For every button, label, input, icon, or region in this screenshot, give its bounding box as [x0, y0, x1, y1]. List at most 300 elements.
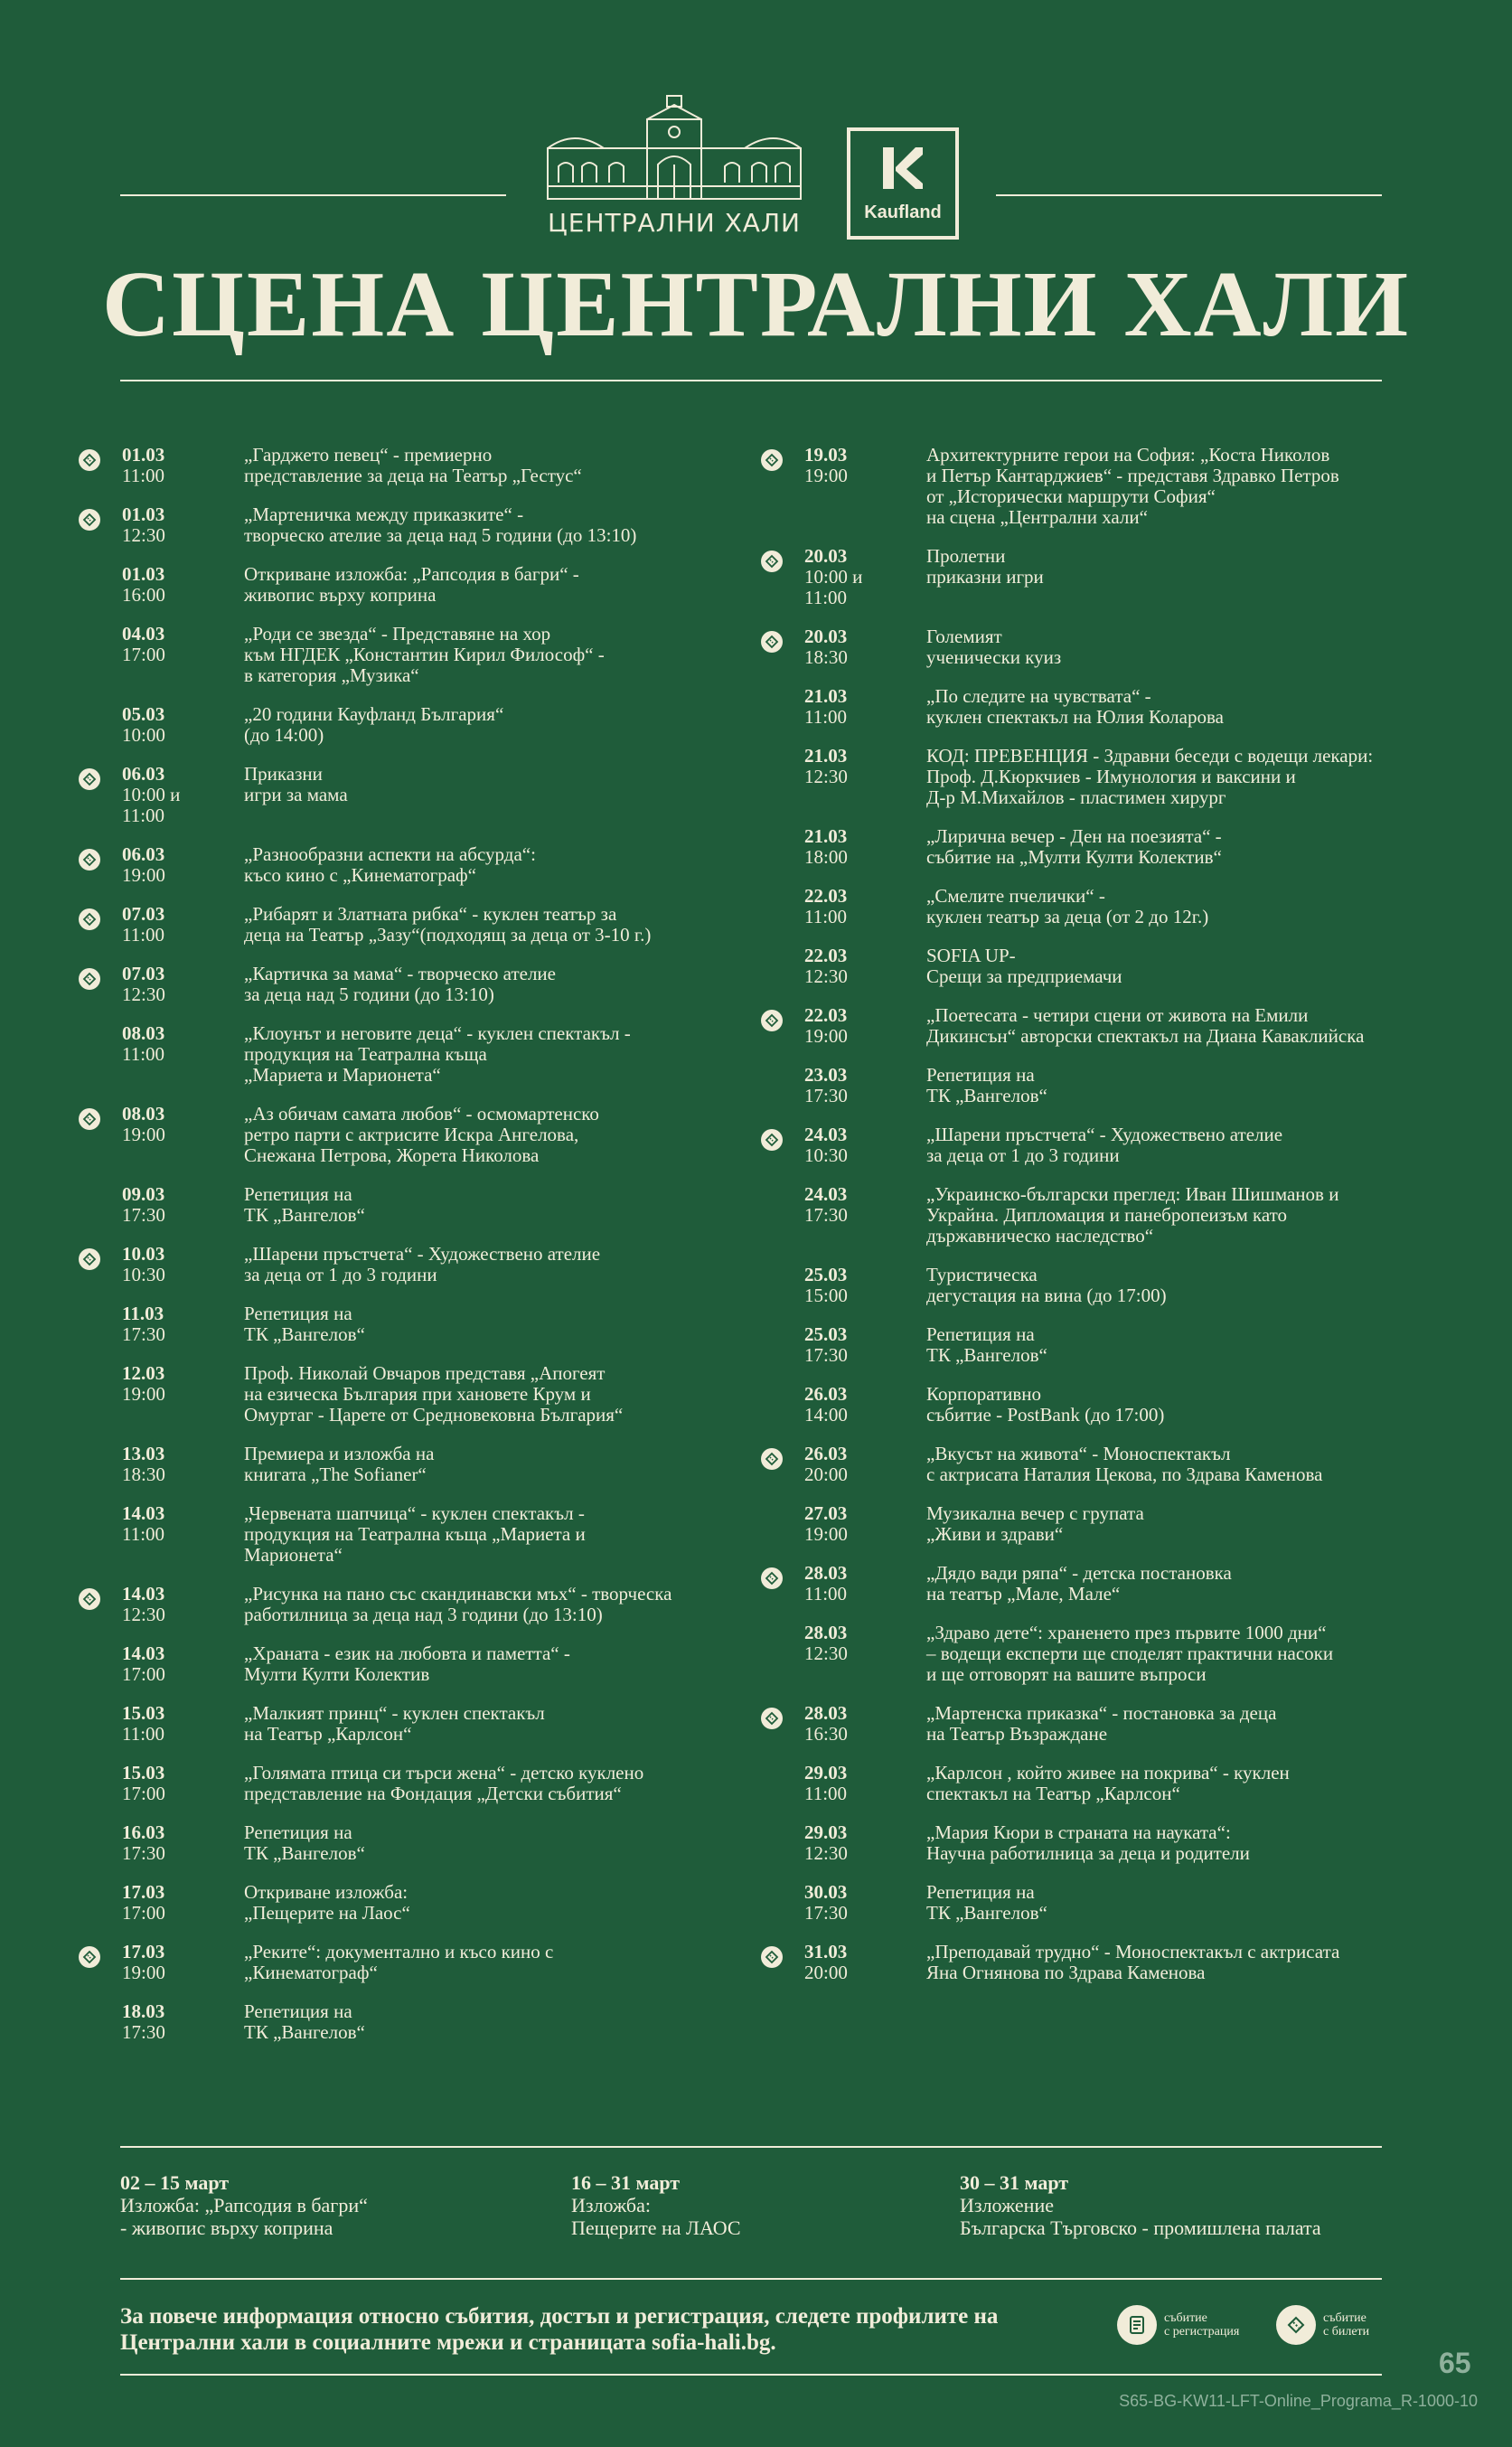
- ticket-icon: [79, 1588, 100, 1610]
- event-time: 10:00 и 11:00: [122, 784, 181, 826]
- event-date: 29.03: [804, 1762, 848, 1783]
- event-date: 12.03: [122, 1362, 165, 1384]
- event-item: [81, 1643, 732, 1685]
- event-description: Музикална вечер с групата „Живи и здрави“: [926, 1502, 1144, 1545]
- kaufland-mark-icon: [850, 131, 955, 236]
- event-datetime: [764, 546, 926, 608]
- footer-rule-top: [120, 2278, 1382, 2280]
- event-time: 17:30: [804, 1344, 848, 1366]
- event-description: Репетиция на ТК „Вангелов“: [926, 1881, 1047, 1924]
- event-item: [764, 1882, 1414, 1924]
- event-datetime: [764, 1882, 926, 1924]
- ticket-icon: [761, 1129, 783, 1151]
- event-time: 20:00: [804, 1463, 848, 1485]
- event-item: [764, 686, 1414, 728]
- event-time: 16:00: [122, 584, 165, 606]
- event-date: 08.03: [122, 1022, 165, 1044]
- event-datetime: [81, 1643, 244, 1685]
- event-date: 30.03: [804, 1881, 848, 1903]
- event-item: [764, 1763, 1414, 1804]
- event-date: 17.03: [122, 1881, 165, 1903]
- event-description: „Поетесата - четири сцени от живота на Емили Дикинсън“ авторски спектакъл на Диана Каваклийска: [926, 1004, 1365, 1047]
- event-datetime: [764, 746, 926, 808]
- event-time: 17:30: [122, 1842, 165, 1864]
- event-time: 11:00: [122, 924, 165, 946]
- page-title: СЦЕНА ЦЕНТРАЛНИ ХАЛИ: [101, 252, 1411, 356]
- event-time: 19:00: [804, 1523, 848, 1545]
- event-datetime: [764, 1703, 926, 1745]
- event-description: Репетиция на ТК „Вангелов“: [926, 1064, 1047, 1106]
- event-description: „Рисунка на пано със скандинавски мъх“ - творческа работилница за деца над 3 години (до 13:10): [244, 1583, 672, 1625]
- event-description: „Шарени пръстчета“ - Художествено ателие за деца от 1 до 3 години: [244, 1243, 601, 1285]
- event-date: 04.03: [122, 623, 165, 645]
- registration-icon: [1117, 2305, 1157, 2345]
- event-datetime: [81, 1444, 244, 1485]
- event-item: [81, 844, 732, 886]
- event-datetime: [764, 1942, 926, 1983]
- event-time: 11:00: [122, 465, 165, 486]
- event-date: 28.03: [804, 1622, 848, 1643]
- exhibition-3: [960, 2171, 1394, 2239]
- event-date: 06.03: [122, 843, 165, 865]
- event-date: 26.03: [804, 1443, 848, 1464]
- event-date: 09.03: [122, 1183, 165, 1205]
- event-date: 28.03: [804, 1562, 848, 1584]
- event-description: „Малкият принц“ - куклен спектакъл на Театър „Карлсон“: [244, 1702, 545, 1745]
- event-datetime: [81, 904, 244, 946]
- event-datetime: [81, 1503, 244, 1566]
- event-description: Премиера и изложба на книгата „The Sofianer“: [244, 1443, 435, 1485]
- event-item: [81, 1104, 732, 1166]
- event-description: „Разнообразни аспекти на абсурда“: късо кино с „Кинематограф“: [244, 843, 536, 886]
- ticket-icon: [79, 449, 100, 471]
- event-item: [764, 1703, 1414, 1745]
- event-time: 17:30: [122, 1204, 165, 1226]
- event-item: [764, 1444, 1414, 1485]
- event-datetime: [81, 704, 244, 746]
- ticket-icon: [761, 1448, 783, 1470]
- event-datetime: [764, 1503, 926, 1545]
- event-date: 01.03: [122, 563, 165, 585]
- event-datetime: [81, 1882, 244, 1924]
- event-time: 11:00: [122, 1043, 165, 1065]
- event-time: 17:30: [804, 1902, 848, 1924]
- kaufland-logo-text: Kaufland: [864, 202, 942, 222]
- header: [0, 0, 1512, 398]
- event-description: „Карлсон , който живее на покрива“ - куклен спектакъл на Театър „Карлсон“: [926, 1762, 1290, 1804]
- ticket-icon: [79, 509, 100, 531]
- exhibition-2: [571, 2171, 933, 2239]
- legend-registration-label: събитие с регистрация: [1164, 2311, 1240, 2339]
- event-item: [764, 1384, 1414, 1426]
- event-datetime: [81, 1763, 244, 1804]
- event-time: 11:00: [804, 706, 848, 728]
- event-datetime: [764, 1822, 926, 1864]
- event-date: 06.03: [122, 763, 165, 785]
- ticket-icon: [79, 1946, 100, 1968]
- event-description: „Дядо вади ряпа“ - детска постановка на театър „Мале, Мале“: [926, 1562, 1232, 1605]
- event-date: 21.03: [804, 685, 848, 707]
- ticket-icon: [761, 631, 783, 653]
- event-date: 07.03: [122, 963, 165, 984]
- event-item: [81, 1023, 732, 1086]
- event-item: [81, 1942, 732, 1983]
- event-time: 19:00: [122, 864, 165, 886]
- ticket-icon: [761, 1010, 783, 1031]
- event-description: „Смелите пчелички“ - куклен театър за деца (от 2 до 12г.): [926, 885, 1209, 927]
- event-item: [764, 546, 1414, 608]
- event-date: 28.03: [804, 1702, 848, 1724]
- event-date: 18.03: [122, 2000, 165, 2022]
- event-time: 12:30: [804, 1642, 848, 1664]
- event-time: 16:30: [804, 1723, 848, 1745]
- event-datetime: [81, 445, 244, 486]
- footer-info: За повече информация относно събития, достъп и регистрация, следете профилите на Централни хали в социалните мрежи и страницата sofia-hali.bg.: [120, 2304, 999, 2355]
- event-time: 11:00: [122, 1523, 165, 1545]
- event-time: 12:30: [122, 1604, 165, 1625]
- event-description: „Картичка за мама“ - творческо ателие за деца над 5 години (до 13:10): [244, 963, 556, 1005]
- page-number: 65: [1439, 2347, 1471, 2379]
- event-item: [81, 1584, 732, 1625]
- legend-tickets-label: събитие с билети: [1323, 2311, 1370, 2339]
- exhibition-line: - живопис върху коприна: [120, 2216, 333, 2239]
- event-description: „Реките“: документално и късо кино с „Кинематограф“: [244, 1941, 554, 1983]
- event-time: 12:30: [122, 984, 165, 1005]
- tsentralni-hali-logo: [539, 92, 810, 246]
- event-time: 11:00: [804, 906, 848, 927]
- ticket-icon: [79, 849, 100, 871]
- event-item: [81, 1303, 732, 1345]
- event-date: 27.03: [804, 1502, 848, 1524]
- event-datetime: [81, 764, 244, 826]
- ticket-icon: [761, 551, 783, 572]
- event-date: 07.03: [122, 903, 165, 925]
- event-date: 22.03: [804, 945, 848, 966]
- event-datetime: [81, 1184, 244, 1226]
- event-datetime: [81, 624, 244, 686]
- event-date: 19.03: [804, 444, 848, 466]
- event-date: 26.03: [804, 1383, 848, 1405]
- exhibitions-rule-top: [120, 2146, 1382, 2148]
- event-description: КОД: ПРЕВЕНЦИЯ - Здравни беседи с водещи лекари: Проф. Д.Кюркчиев - Имунология и ваксини и Д-р М.Михайлов - пластимен хирург: [926, 745, 1374, 808]
- event-description: Приказни игри за мама: [244, 763, 348, 805]
- event-item: [764, 946, 1414, 987]
- event-item: [764, 1623, 1414, 1685]
- event-date: 31.03: [804, 1941, 848, 1962]
- event-item: [81, 1763, 732, 1804]
- event-date: 15.03: [122, 1762, 165, 1783]
- event-description: „Здраво дете“: храненето през първите 1000 дни“ – водещи експерти ще споделят практични насоки и ще отговорят на вашите въпроси: [926, 1622, 1334, 1685]
- event-description: „Мартенска приказка“ - постановка за деца на Театър Възраждане: [926, 1702, 1277, 1745]
- event-description: Откриване изложба: „Рапсодия в багри“ - живопис върху коприна: [244, 563, 579, 606]
- ticket-icon: [79, 1248, 100, 1270]
- event-description: Туристическа дегустация на вина (до 17:00): [926, 1264, 1167, 1306]
- event-datetime: [81, 844, 244, 886]
- events-right-column: [764, 445, 1414, 2001]
- event-time: 10:00: [122, 724, 165, 746]
- event-date: 14.03: [122, 1583, 165, 1605]
- event-time: 10:00 и 11:00: [804, 566, 863, 608]
- event-item: [81, 445, 732, 486]
- event-date: 21.03: [804, 745, 848, 767]
- event-item: [81, 2001, 732, 2043]
- event-description: Проф. Николай Овчаров представя „Апогеят на езическа България при хановете Крум и Омуртаг - Царете от Средновековна България“: [244, 1362, 624, 1426]
- event-date: 25.03: [804, 1264, 848, 1285]
- event-datetime: [764, 1623, 926, 1685]
- event-datetime: [764, 1005, 926, 1047]
- event-time: 20:00: [804, 1962, 848, 1983]
- ticket-icon: [79, 968, 100, 990]
- event-description: Репетиция на ТК „Вангелов“: [244, 2000, 365, 2043]
- event-datetime: [764, 1763, 926, 1804]
- event-description: Репетиция на ТК „Вангелов“: [244, 1183, 365, 1226]
- event-description: „Лирична вечер - Ден на поезията“ - събитие на „Мулти Култи Колектив“: [926, 825, 1222, 868]
- event-date: 24.03: [804, 1183, 848, 1205]
- event-description: „Червената шапчица“ - куклен спектакъл - продукция на Театрална къща „Мариета и Марионета“: [244, 1502, 586, 1566]
- event-item: [81, 1444, 732, 1485]
- event-description: „20 години Кауфланд България“ (до 14:00): [244, 703, 504, 746]
- event-date: 08.03: [122, 1103, 165, 1125]
- event-item: [764, 1822, 1414, 1864]
- ticket-icon: [761, 1708, 783, 1729]
- event-datetime: [764, 1065, 926, 1106]
- event-datetime: [81, 2001, 244, 2043]
- event-datetime: [764, 1384, 926, 1426]
- exhibition-line: Изложение: [960, 2194, 1054, 2216]
- event-time: 18:30: [804, 646, 848, 668]
- event-date: 20.03: [804, 545, 848, 567]
- event-time: 17:30: [122, 2021, 165, 2043]
- event-description: „Рибарят и Златната рибка“ - куклен театър за деца на Театър „Зазу“(подходящ за деца от 3-10 г.): [244, 903, 652, 946]
- event-date: 22.03: [804, 1004, 848, 1026]
- event-description: „Клоунът и неговите деца“ - куклен спектакъл - продукция на Театрална къща „Мариета и Марионета“: [244, 1022, 631, 1086]
- event-item: [81, 1822, 732, 1864]
- event-datetime: [81, 1703, 244, 1745]
- event-datetime: [81, 1822, 244, 1864]
- event-item: [81, 624, 732, 686]
- header-rule-right: [996, 194, 1382, 196]
- event-description: „Преподавай трудно“ - Моноспектакъл с актрисата Яна Огнянова по Здрава Каменова: [926, 1941, 1340, 1983]
- event-description: „По следите на чувствата“ - куклен спектакъл на Юлия Коларова: [926, 685, 1224, 728]
- event-date: 24.03: [804, 1124, 848, 1145]
- event-item: [81, 904, 732, 946]
- event-datetime: [764, 1265, 926, 1306]
- event-date: 21.03: [804, 825, 848, 847]
- event-item: [764, 1065, 1414, 1106]
- event-date: 22.03: [804, 885, 848, 907]
- event-item: [764, 886, 1414, 927]
- event-description: „Гарджето певец“ - премиерно представление за деца на Театър „Гестус“: [244, 444, 582, 486]
- event-time: 11:00: [804, 1783, 848, 1804]
- event-time: 19:00: [804, 1025, 848, 1047]
- exhibition-line: Изложба: „Рапсодия в багри“: [120, 2194, 368, 2216]
- ticket-icon: [79, 908, 100, 930]
- exhibition-dates: 02 – 15 март: [120, 2171, 230, 2194]
- event-item: [764, 445, 1414, 528]
- event-time: 19:00: [804, 465, 848, 486]
- event-time: 12:30: [804, 1842, 848, 1864]
- event-item: [764, 1265, 1414, 1306]
- event-date: 20.03: [804, 626, 848, 647]
- event-date: 01.03: [122, 504, 165, 525]
- event-datetime: [764, 1125, 926, 1166]
- event-item: [81, 1184, 732, 1226]
- event-item: [764, 826, 1414, 868]
- exhibition-dates: 30 – 31 март: [960, 2171, 1069, 2194]
- event-date: 10.03: [122, 1243, 165, 1265]
- event-description: Корпоративно събитие - PostBank (до 17:00): [926, 1383, 1165, 1426]
- event-date: 15.03: [122, 1702, 165, 1724]
- event-time: 19:00: [122, 1962, 165, 1983]
- header-rule-left: [120, 194, 506, 196]
- ticket-icon: [79, 1108, 100, 1130]
- event-item: [81, 764, 732, 826]
- event-time: 17:00: [122, 1902, 165, 1924]
- event-datetime: [81, 1584, 244, 1625]
- event-date: 25.03: [804, 1323, 848, 1345]
- event-description: Големият ученически куиз: [926, 626, 1062, 668]
- event-datetime: [764, 686, 926, 728]
- legend-registration: [1117, 2305, 1239, 2345]
- event-description: „Украинско-български преглед: Иван Шишманов и Украйна. Дипломация и панебропеизъм като държавническо наследство“: [926, 1183, 1339, 1247]
- event-description: Репетиция на ТК „Вангелов“: [244, 1821, 365, 1864]
- ticket-icon: [79, 768, 100, 790]
- event-time: 17:30: [122, 1323, 165, 1345]
- event-time: 17:00: [122, 1783, 165, 1804]
- event-date: 16.03: [122, 1821, 165, 1843]
- exhibition-line: Българска Търговско - промишлена палата: [960, 2216, 1321, 2239]
- event-date: 01.03: [122, 444, 165, 466]
- event-datetime: [81, 1023, 244, 1086]
- event-description: „Аз обичам самата любов“ - осмомартенско ретро парти с актрисите Искра Ангелова, Снежана Петрова, Жорета Николова: [244, 1103, 599, 1166]
- event-item: [764, 1184, 1414, 1247]
- event-date: 23.03: [804, 1064, 848, 1086]
- event-item: [764, 1005, 1414, 1047]
- event-time: 12:30: [804, 965, 848, 987]
- event-date: 13.03: [122, 1443, 165, 1464]
- event-datetime: [81, 1363, 244, 1426]
- event-description: Репетиция на ТК „Вангелов“: [926, 1323, 1047, 1366]
- event-datetime: [764, 886, 926, 927]
- exhibition-dates: 16 – 31 март: [571, 2171, 681, 2194]
- event-date: 05.03: [122, 703, 165, 725]
- event-item: [81, 504, 732, 546]
- event-item: [81, 964, 732, 1005]
- exhibition-line: Пещерите на ЛАОС: [571, 2216, 741, 2239]
- event-item: [764, 1503, 1414, 1545]
- event-datetime: [764, 946, 926, 987]
- event-datetime: [764, 826, 926, 868]
- event-time: 11:00: [122, 1723, 165, 1745]
- event-description: „Храната - език на любовта и паметта“ - Мулти Култи Колектив: [244, 1642, 570, 1685]
- footer-rule-bottom: [120, 2374, 1382, 2376]
- event-datetime: [764, 445, 926, 528]
- event-time: 18:00: [804, 846, 848, 868]
- event-item: [81, 1703, 732, 1745]
- event-item: [81, 1244, 732, 1285]
- event-description: SOFIA UP- Срещи за предприемачи: [926, 945, 1122, 987]
- event-description: „Мария Кюри в страната на науката“: Научна работилница за деца и родители: [926, 1821, 1250, 1864]
- event-time: 17:30: [804, 1085, 848, 1106]
- event-date: 14.03: [122, 1642, 165, 1664]
- event-datetime: [81, 964, 244, 1005]
- document-code: S65-BG-KW11-LFT-Online_Programa_R-1000-10: [1119, 2392, 1478, 2410]
- kaufland-logo: [847, 127, 959, 240]
- event-time: 15:00: [804, 1285, 848, 1306]
- event-item: [81, 1363, 732, 1426]
- event-date: 17.03: [122, 1941, 165, 1962]
- event-description: „Шарени пръстчета“ - Художествено ателие за деца от 1 до 3 години: [926, 1124, 1283, 1166]
- event-description: „Голямата птица си търси жена“ - детско куклено представление на Фондация „Детски събития“: [244, 1762, 644, 1804]
- legend-tickets: [1276, 2305, 1369, 2345]
- event-time: 19:00: [122, 1383, 165, 1405]
- event-datetime: [764, 626, 926, 668]
- event-datetime: [764, 1444, 926, 1485]
- logo-text: ЦЕНТРАЛНИ ХАЛИ: [548, 208, 801, 238]
- event-description: „Роди се звезда“ - Представяне на хор към НГДЕК „Константин Кирил Философ“ - в категория „Музика“: [244, 623, 605, 686]
- event-time: 14:00: [804, 1404, 848, 1426]
- event-description: Архитектурните герои на София: „Коста Николов и Петър Кантарджиев“ - представя Здравко Петров от „Исторически маршрути София“ на сцена „Централни хали“: [926, 444, 1339, 528]
- ticket-icon: [761, 1567, 783, 1589]
- event-datetime: [81, 1942, 244, 1983]
- event-item: [81, 1882, 732, 1924]
- event-description: Пролетни приказни игри: [926, 545, 1044, 588]
- exhibition-1: [120, 2171, 536, 2239]
- event-description: Репетиция на ТК „Вангелов“: [244, 1303, 365, 1345]
- event-item: [764, 1125, 1414, 1166]
- event-item: [81, 1503, 732, 1566]
- event-time: 12:30: [804, 766, 848, 787]
- event-date: 11.03: [122, 1303, 164, 1324]
- event-datetime: [764, 1563, 926, 1605]
- event-datetime: [81, 564, 244, 606]
- events-left-column: [81, 445, 732, 2061]
- event-datetime: [81, 1104, 244, 1166]
- event-time: 17:30: [804, 1204, 848, 1226]
- event-time: 11:00: [804, 1583, 848, 1605]
- event-time: 10:30: [122, 1264, 165, 1285]
- event-date: 14.03: [122, 1502, 165, 1524]
- event-time: 18:30: [122, 1463, 165, 1485]
- event-time: 19:00: [122, 1124, 165, 1145]
- event-item: [764, 746, 1414, 808]
- event-datetime: [764, 1184, 926, 1247]
- event-time: 17:00: [122, 1663, 165, 1685]
- event-item: [81, 564, 732, 606]
- event-time: 10:30: [804, 1144, 848, 1166]
- title-rule: [120, 380, 1382, 381]
- ticket-icon: [1276, 2305, 1316, 2345]
- exhibition-line: Изложба:: [571, 2194, 651, 2216]
- event-datetime: [81, 1244, 244, 1285]
- event-datetime: [764, 1324, 926, 1366]
- event-item: [764, 1563, 1414, 1605]
- event-date: 29.03: [804, 1821, 848, 1843]
- event-datetime: [81, 504, 244, 546]
- event-item: [764, 1324, 1414, 1366]
- ticket-icon: [761, 1946, 783, 1968]
- event-item: [81, 704, 732, 746]
- event-time: 17:00: [122, 644, 165, 665]
- event-description: Откриване изложба: „Пещерите на Лаос“: [244, 1881, 410, 1924]
- event-description: „Мартеничка между приказките“ - творческо ателие за деца над 5 години (до 13:10): [244, 504, 637, 546]
- event-item: [764, 1942, 1414, 1983]
- event-datetime: [81, 1303, 244, 1345]
- event-item: [764, 626, 1414, 668]
- event-time: 12:30: [122, 524, 165, 546]
- ticket-icon: [761, 449, 783, 471]
- event-description: „Вкусът на живота“ - Моноспектакъл с актрисата Наталия Цекова, по Здрава Каменова: [926, 1443, 1323, 1485]
